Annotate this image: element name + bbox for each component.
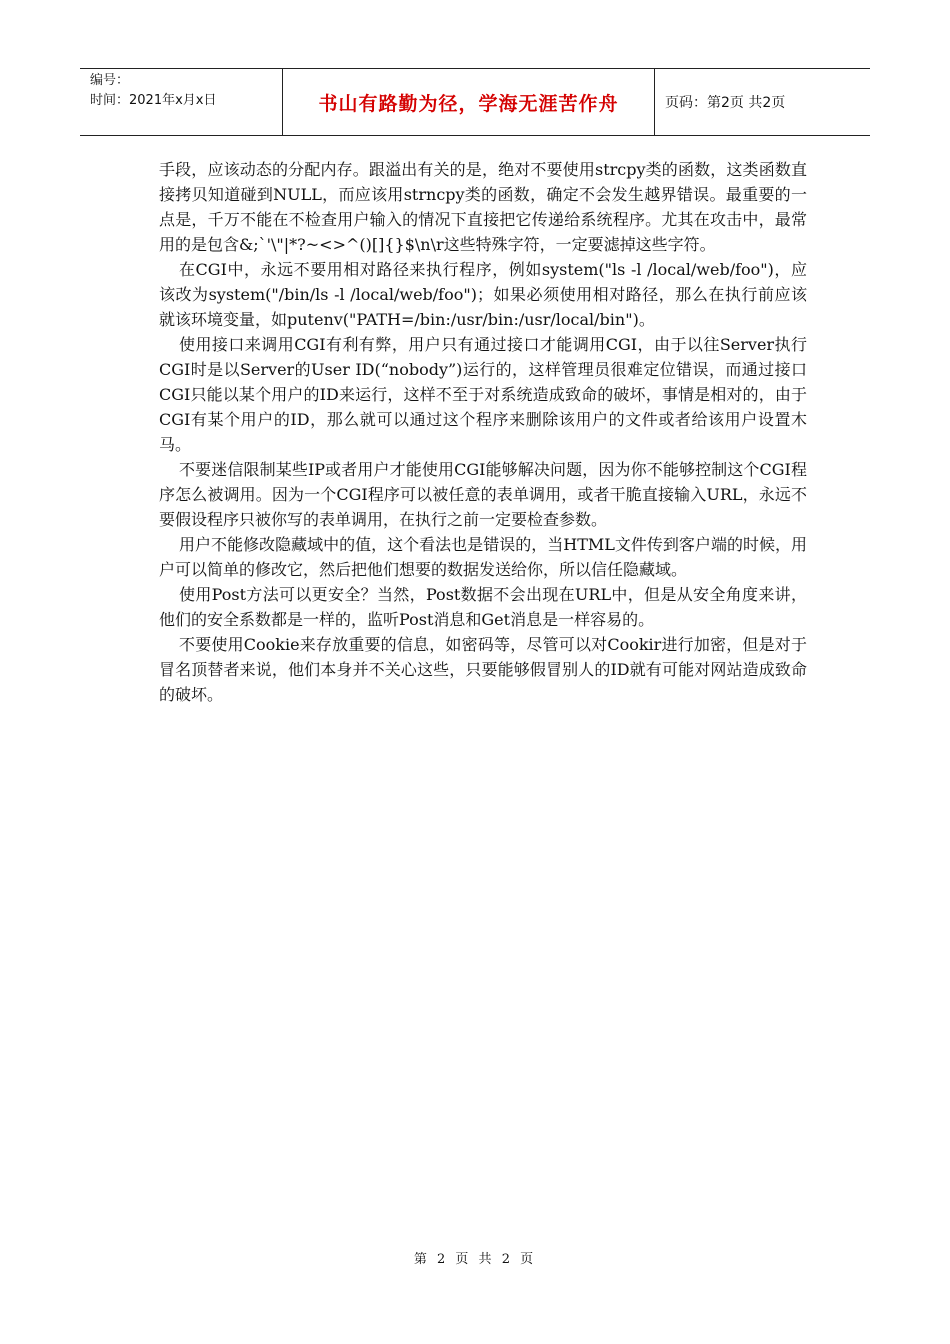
header-meta [80, 69, 283, 135]
header-page-info: 页码：第2页 共2页 [665, 95, 786, 111]
paragraph-cookie: 不要使用Cookie来存放重要的信息，如密码等，尽管可以对Cookir进行加密，但是对于冒名顶替者来说，他们本身并不关心这些，只要能够假冒别人的ID就有可能对网站造成致命的破坏。 [159, 635, 807, 704]
document-number-label: 编号： [90, 73, 130, 88]
document-body [159, 157, 807, 707]
page-footer: 第 2 页 共 2 页 [413, 1252, 537, 1267]
paragraph-relative-path: 在CGI中，永远不要用相对路径来执行程序，例如system("ls -l /local/web/foo")，应该改为system("/bin/ls -l /local/web/foo")；如果必须使用相对路径，那么在执行前应该就该环境变量，如putenv("PATH=/bin:/usr/bin:/usr/local/bin")。 [159, 260, 807, 329]
header-motto-cell [283, 69, 655, 135]
header-motto: 书山有路勤为径，学海无涯苦作舟 [318, 92, 619, 115]
paragraph-continuation: 手段，应该动态的分配内存。跟溢出有关的是，绝对不要使用strcpy类的函数，这类函数直接拷贝知道碰到NULL，而应该用strncpy类的函数，确定不会发生越界错误。最重要的一点是，千万不能在不检查用户输入的情况下直接把它传递给系统程序。尤其在攻击中，最常用的是包含&;`'\"|*?~<>^()[]{}$\n\r这些特殊字符，一定要滤掉这些字符。 [159, 160, 807, 254]
paragraph-interface: 使用接口来调用CGI有利有弊，用户只有通过接口才能调用CGI，由于以往Server执行CGI时是以Server的User ID(“nobody”)运行的，这样管理员很难定位错误，而通过接口CGI只能以某个用户的ID来运行，这样不至于对系统造成致命的破坏，事情是相对的，由于CGI有某个用户的ID，那么就可以通过这个程序来删除该用户的文件或者给该用户设置木马。 [159, 335, 807, 454]
document-time-label: 时间：2021年x月x日 [90, 93, 217, 108]
paragraph-ip-restriction: 不要迷信限制某些IP或者用户才能使用CGI能够解决问题，因为你不能够控制这个CGI程序怎么被调用。因为一个CGI程序可以被任意的表单调用，或者干脆直接输入URL，永远不要假设程序只被你写的表单调用，在执行之前一定要检查参数。 [159, 460, 807, 529]
paragraph-hidden-field: 用户不能修改隐藏域中的值，这个看法也是错误的，当HTML文件传到客户端的时候，用户可以简单的修改它，然后把他们想要的数据发送给你，所以信任隐藏域。 [159, 535, 807, 579]
paragraph-post-method: 使用Post方法可以更安全？当然，Post数据不会出现在URL中，但是从安全角度来讲，他们的安全系数都是一样的，监听Post消息和Get消息是一样容易的。 [159, 585, 807, 629]
page-header [80, 68, 870, 136]
